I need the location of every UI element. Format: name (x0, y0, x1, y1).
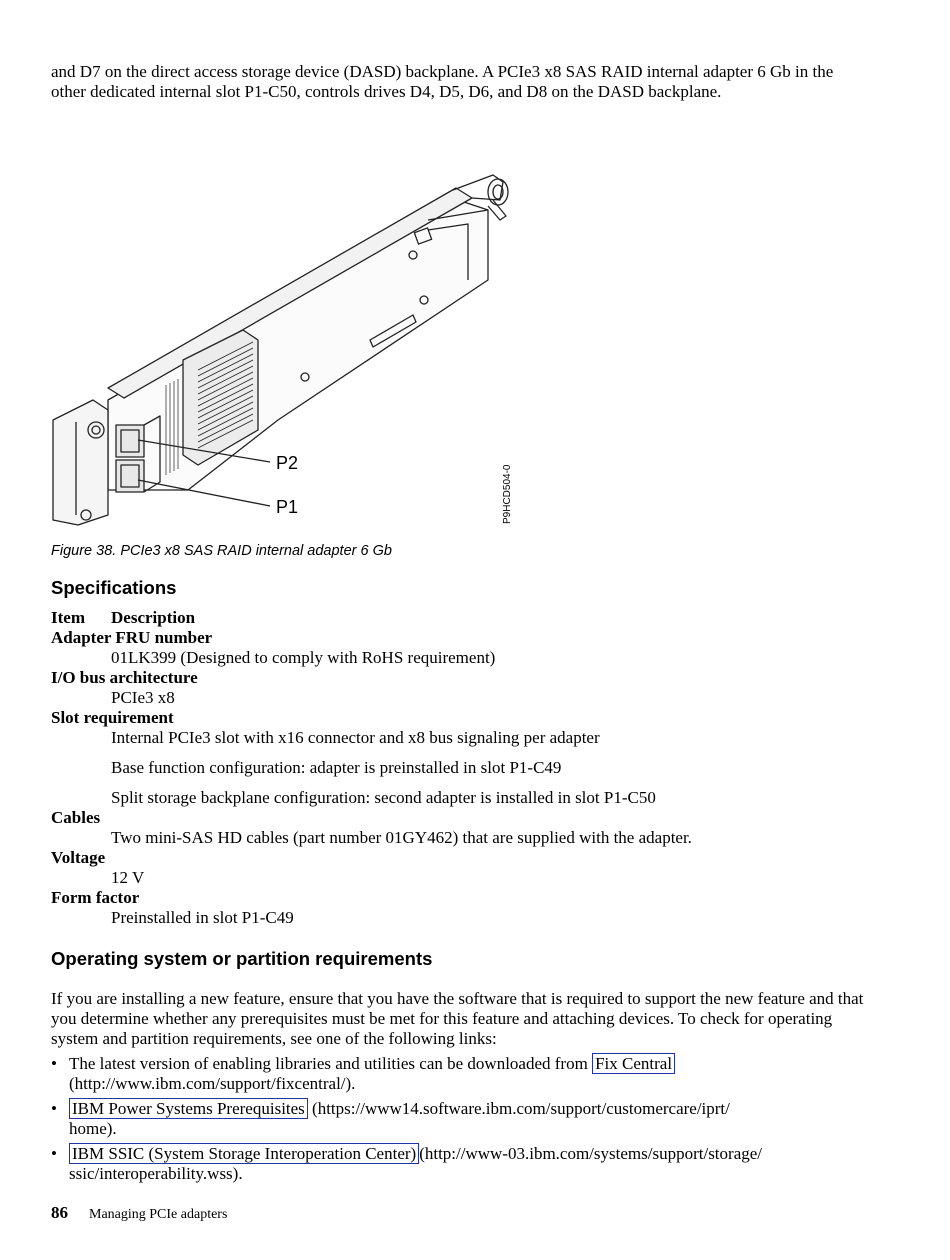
spec-slot-term: Slot requirement (51, 708, 174, 727)
fix-central-url: (http://www.ibm.com/support/fixcentral/). (69, 1074, 356, 1093)
bullet-marker: • (51, 1054, 57, 1073)
fix-central-link[interactable]: Fix Central (592, 1053, 675, 1074)
power-systems-prerequisites-link[interactable]: IBM Power Systems Prerequisites (69, 1098, 308, 1119)
label-p2: P2 (276, 453, 299, 473)
spec-cables-def: Two mini-SAS HD cables (part number 01GY462) that are supplied with the adapter. (111, 828, 692, 847)
spec-io-def: PCIe3 x8 (111, 688, 175, 707)
intro-paragraph: and D7 on the direct access storage device (DASD) backplane. A PCIe3 x8 SAS RAID internal adapter 6 Gb in the other dedicated internal slot P1-C50, controls drives D4, D5, D6, and D8 on the DASD backplane. (51, 62, 834, 101)
spec-fru-def: 01LK399 (Designed to comply with RoHS requirement) (111, 648, 496, 667)
spec-slot-def-1: Internal PCIe3 slot with x16 connector and x8 bus signaling per adapter (111, 728, 600, 747)
bullet-marker: • (51, 1144, 57, 1163)
spec-cables-term: Cables (51, 808, 101, 827)
spec-form-term: Form factor (51, 888, 140, 907)
spec-voltage-def: 12 V (111, 868, 145, 887)
ibm-ssic-link[interactable]: IBM SSIC (System Storage Interoperation Center) (69, 1143, 419, 1164)
ssic-url-b: ssic/interoperability.wss). (69, 1164, 243, 1183)
figure-code: P9HCD504-0 (502, 464, 513, 524)
bullet-fix-central (69, 1054, 869, 1094)
specifications-heading: Specifications (51, 577, 177, 598)
bullet-marker: • (51, 1099, 57, 1118)
spec-io-term: I/O bus architecture (51, 668, 198, 687)
figure-caption: Figure 38. PCIe3 x8 SAS RAID internal adapter 6 Gb (51, 543, 392, 559)
os-requirements-paragraph: If you are installing a new feature, ensure that you have the software that is required to support the new feature and that you determine whether any prerequisites must be met for this feature and attaching devices. To check for operating system and partition requirements, see one of the following links: (51, 989, 864, 1048)
spec-col-item: Item (51, 608, 85, 627)
bullet-power-prereqs (69, 1099, 869, 1139)
spec-slot-def-3: Split storage backplane configuration: second adapter is installed in slot P1-C50 (111, 788, 656, 807)
spec-fru-term: Adapter FRU number (51, 628, 213, 647)
os-requirements-heading: Operating system or partition requirements (51, 948, 433, 969)
power-prereqs-url-a: (https://www14.software.ibm.com/support/customercare/iprt/ (312, 1099, 730, 1118)
bullet-fix-central-text: The latest version of enabling libraries and utilities can be downloaded from (69, 1054, 588, 1073)
spec-slot-def-2: Base function configuration: adapter is preinstalled in slot P1-C49 (111, 758, 562, 777)
spec-voltage-term: Voltage (51, 848, 106, 867)
ssic-url-a: (http://www-03.ibm.com/systems/support/storage/ (419, 1144, 763, 1163)
power-prereqs-url-b: home). (69, 1119, 117, 1138)
bullet-ssic (69, 1144, 869, 1184)
spec-form-def: Preinstalled in slot P1-C49 (111, 908, 294, 927)
adapter-illustration (48, 170, 528, 535)
adapter-figure (48, 170, 528, 535)
page-number: 86 (51, 1203, 68, 1222)
label-p1: P1 (276, 497, 299, 517)
footer-title: Managing PCIe adapters (89, 1207, 228, 1222)
spec-col-description: Description (111, 608, 196, 627)
